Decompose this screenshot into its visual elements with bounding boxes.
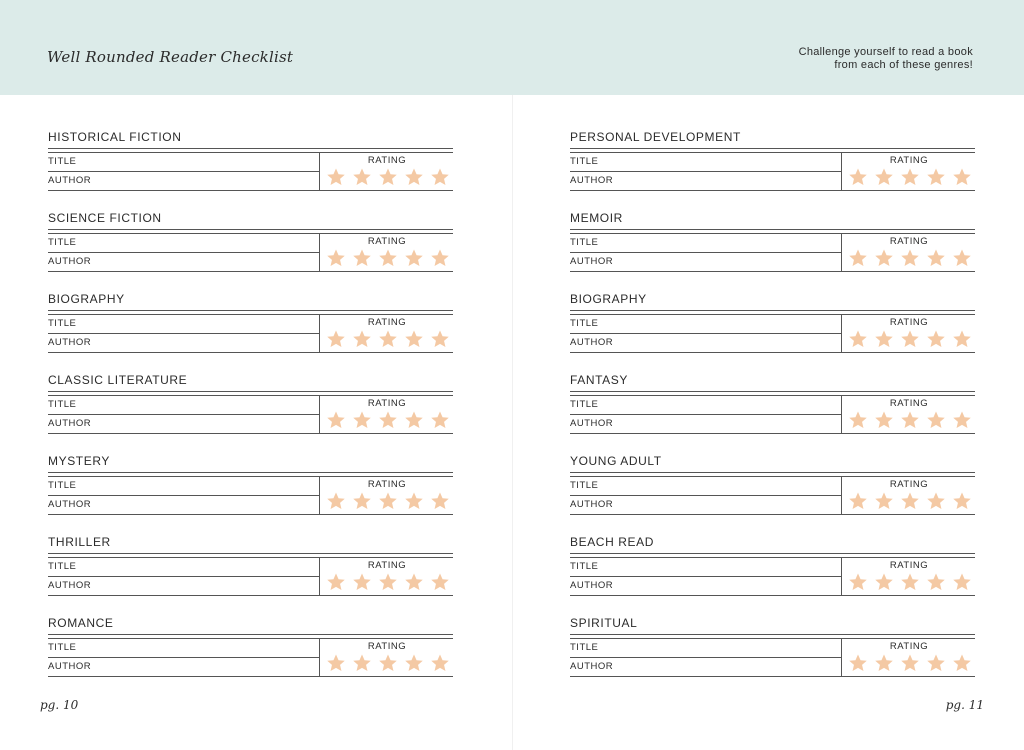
genre-name: FANTASY — [570, 373, 628, 387]
book-entry — [570, 315, 975, 353]
star-icon[interactable] — [326, 329, 346, 349]
star-rating[interactable] — [326, 329, 450, 351]
book-entry — [570, 639, 975, 677]
star-icon[interactable] — [430, 410, 450, 430]
rating-label: RATING — [367, 560, 407, 571]
book-entry — [48, 477, 453, 515]
rating-box — [319, 234, 454, 271]
title-field[interactable]: TITLE — [48, 639, 319, 658]
genre-name: YOUNG ADULT — [570, 454, 662, 468]
genre-name: CLASSIC LITERATURE — [48, 373, 188, 387]
book-fields — [570, 639, 841, 676]
star-rating[interactable] — [326, 248, 450, 270]
star-rating[interactable] — [326, 167, 450, 189]
author-field[interactable]: AUTHOR — [570, 499, 614, 510]
star-icon[interactable] — [430, 329, 450, 349]
star-icon[interactable] — [430, 167, 450, 187]
author-field[interactable]: AUTHOR — [570, 337, 614, 348]
author-field[interactable]: AUTHOR — [570, 418, 614, 429]
star-icon[interactable] — [326, 653, 346, 673]
star-icon[interactable] — [404, 653, 424, 673]
book-entry — [570, 558, 975, 596]
star-rating[interactable] — [326, 491, 450, 513]
star-icon[interactable] — [404, 491, 424, 511]
star-icon[interactable] — [900, 653, 920, 673]
star-icon[interactable] — [352, 491, 372, 511]
rating-label: RATING — [367, 479, 407, 490]
tagline-line-2: from each of these genres! — [834, 59, 973, 71]
title-field[interactable]: TITLE — [48, 153, 319, 172]
star-icon[interactable] — [352, 248, 372, 268]
star-icon[interactable] — [848, 653, 868, 673]
author-field[interactable]: AUTHOR — [48, 418, 92, 429]
rating-label: RATING — [367, 236, 407, 247]
star-rating[interactable] — [848, 410, 972, 432]
star-icon[interactable] — [952, 653, 972, 673]
star-icon[interactable] — [874, 653, 894, 673]
star-icon[interactable] — [404, 329, 424, 349]
genre-block — [570, 292, 975, 373]
author-field[interactable]: AUTHOR — [48, 337, 92, 348]
book-fields — [48, 315, 319, 352]
star-icon[interactable] — [926, 248, 946, 268]
star-icon[interactable] — [378, 653, 398, 673]
page-header — [0, 0, 1024, 95]
star-icon[interactable] — [874, 248, 894, 268]
author-field[interactable]: AUTHOR — [570, 175, 614, 186]
book-fields — [48, 396, 319, 433]
rating-box — [841, 639, 976, 676]
title-field[interactable]: TITLE — [48, 234, 319, 253]
genre-name: MYSTERY — [48, 454, 110, 468]
rating-box — [319, 315, 454, 352]
star-icon[interactable] — [926, 167, 946, 187]
title-field[interactable]: TITLE — [570, 315, 841, 334]
title-field[interactable]: TITLE — [570, 558, 841, 577]
title-field[interactable]: TITLE — [570, 153, 841, 172]
star-icon[interactable] — [404, 248, 424, 268]
book-fields — [570, 477, 841, 514]
book-entry — [48, 315, 453, 353]
star-icon[interactable] — [900, 491, 920, 511]
star-icon[interactable] — [378, 572, 398, 592]
star-rating[interactable] — [848, 329, 972, 351]
star-icon[interactable] — [874, 329, 894, 349]
star-icon[interactable] — [326, 572, 346, 592]
star-icon[interactable] — [900, 572, 920, 592]
genre-name: SPIRITUAL — [570, 616, 638, 630]
genre-name: THRILLER — [48, 535, 111, 549]
genre-block — [570, 454, 975, 535]
star-icon[interactable] — [430, 491, 450, 511]
author-field[interactable]: AUTHOR — [48, 256, 92, 267]
genre-name: BEACH READ — [570, 535, 655, 549]
genre-name: HISTORICAL FICTION — [48, 130, 182, 144]
star-icon[interactable] — [352, 653, 372, 673]
checklist-title: Well Rounded Reader Checklist — [47, 48, 294, 66]
genre-name: BIOGRAPHY — [48, 292, 125, 306]
rating-label: RATING — [889, 479, 929, 490]
star-rating[interactable] — [326, 572, 450, 594]
rating-box — [319, 153, 454, 190]
star-icon[interactable] — [326, 410, 346, 430]
genre-block — [570, 616, 975, 697]
book-fields — [48, 153, 319, 190]
book-entry — [570, 234, 975, 272]
title-field[interactable]: TITLE — [48, 477, 319, 496]
book-entry — [48, 639, 453, 677]
rating-box — [319, 558, 454, 595]
rating-label: RATING — [367, 398, 407, 409]
left-page-genres — [48, 130, 453, 697]
star-icon[interactable] — [874, 572, 894, 592]
genre-block — [48, 535, 453, 616]
rating-label: RATING — [889, 398, 929, 409]
genre-name: PERSONAL DEVELOPMENT — [570, 130, 741, 144]
book-entry — [48, 234, 453, 272]
star-icon[interactable] — [926, 410, 946, 430]
author-field[interactable]: AUTHOR — [570, 256, 614, 267]
star-icon[interactable] — [926, 653, 946, 673]
genre-block — [570, 535, 975, 616]
rating-label: RATING — [889, 236, 929, 247]
star-icon[interactable] — [874, 410, 894, 430]
star-icon[interactable] — [430, 572, 450, 592]
star-icon[interactable] — [900, 410, 920, 430]
right-page-genres — [570, 130, 975, 697]
genre-block — [48, 130, 453, 211]
book-entry — [570, 477, 975, 515]
star-icon[interactable] — [952, 329, 972, 349]
star-rating[interactable] — [848, 572, 972, 594]
book-fields — [570, 153, 841, 190]
rating-label: RATING — [889, 641, 929, 652]
author-field[interactable]: AUTHOR — [570, 580, 614, 591]
author-field[interactable]: AUTHOR — [570, 661, 614, 672]
star-icon[interactable] — [952, 167, 972, 187]
book-fields — [570, 396, 841, 433]
book-entry — [48, 558, 453, 596]
book-fields — [570, 558, 841, 595]
star-icon[interactable] — [848, 572, 868, 592]
rating-box — [841, 477, 976, 514]
rating-label: RATING — [889, 560, 929, 571]
rating-box — [319, 396, 454, 433]
author-field[interactable]: AUTHOR — [48, 175, 92, 186]
genre-name: BIOGRAPHY — [570, 292, 647, 306]
star-icon[interactable] — [404, 167, 424, 187]
star-rating[interactable] — [326, 410, 450, 432]
star-icon[interactable] — [430, 248, 450, 268]
page-number-left: pg. 10 — [40, 698, 79, 712]
star-icon[interactable] — [952, 248, 972, 268]
genre-block — [48, 616, 453, 697]
star-icon[interactable] — [378, 248, 398, 268]
star-icon[interactable] — [848, 410, 868, 430]
page-gutter — [512, 95, 513, 750]
star-icon[interactable] — [326, 491, 346, 511]
genre-name: SCIENCE FICTION — [48, 211, 162, 225]
genre-block — [48, 211, 453, 292]
star-icon[interactable] — [848, 329, 868, 349]
star-icon[interactable] — [848, 167, 868, 187]
rating-label: RATING — [367, 317, 407, 328]
star-icon[interactable] — [926, 329, 946, 349]
header-tagline — [799, 46, 973, 72]
star-icon[interactable] — [352, 410, 372, 430]
star-rating[interactable] — [848, 653, 972, 675]
star-icon[interactable] — [404, 410, 424, 430]
star-rating[interactable] — [326, 653, 450, 675]
title-field[interactable]: TITLE — [570, 477, 841, 496]
star-icon[interactable] — [900, 329, 920, 349]
genre-block — [48, 292, 453, 373]
book-fields — [48, 639, 319, 676]
genre-block — [570, 130, 975, 211]
rating-box — [841, 153, 976, 190]
star-rating[interactable] — [848, 248, 972, 270]
rating-label: RATING — [367, 155, 407, 166]
star-rating[interactable] — [848, 491, 972, 513]
star-icon[interactable] — [952, 410, 972, 430]
title-field[interactable]: TITLE — [570, 234, 841, 253]
title-field[interactable]: TITLE — [570, 396, 841, 415]
title-field[interactable]: TITLE — [48, 558, 319, 577]
star-icon[interactable] — [874, 491, 894, 511]
star-icon[interactable] — [926, 572, 946, 592]
rating-box — [841, 558, 976, 595]
author-field[interactable]: AUTHOR — [48, 661, 92, 672]
star-icon[interactable] — [404, 572, 424, 592]
star-icon[interactable] — [848, 491, 868, 511]
star-icon[interactable] — [326, 167, 346, 187]
star-icon[interactable] — [326, 248, 346, 268]
genre-name: MEMOIR — [570, 211, 623, 225]
genre-block — [48, 373, 453, 454]
genre-name: ROMANCE — [48, 616, 114, 630]
genre-block — [48, 454, 453, 535]
star-icon[interactable] — [848, 248, 868, 268]
star-icon[interactable] — [430, 653, 450, 673]
star-icon[interactable] — [926, 491, 946, 511]
star-icon[interactable] — [378, 329, 398, 349]
book-entry — [48, 153, 453, 191]
star-icon[interactable] — [900, 248, 920, 268]
book-fields — [570, 315, 841, 352]
author-field[interactable]: AUTHOR — [48, 580, 92, 591]
book-fields — [48, 558, 319, 595]
book-entry — [570, 153, 975, 191]
genre-block — [570, 373, 975, 454]
genre-block — [570, 211, 975, 292]
book-entry — [570, 396, 975, 434]
star-icon[interactable] — [352, 329, 372, 349]
title-field[interactable]: TITLE — [570, 639, 841, 658]
star-icon[interactable] — [352, 167, 372, 187]
star-icon[interactable] — [378, 410, 398, 430]
book-fields — [48, 234, 319, 271]
title-field[interactable]: TITLE — [48, 396, 319, 415]
rating-label: RATING — [889, 317, 929, 328]
author-field[interactable]: AUTHOR — [48, 499, 92, 510]
star-icon[interactable] — [352, 572, 372, 592]
rating-box — [319, 477, 454, 514]
book-fields — [570, 234, 841, 271]
title-field[interactable]: TITLE — [48, 315, 319, 334]
star-icon[interactable] — [900, 167, 920, 187]
star-icon[interactable] — [952, 572, 972, 592]
rating-box — [841, 315, 976, 352]
tagline-line-1: Challenge yourself to read a book — [798, 46, 973, 58]
rating-label: RATING — [889, 155, 929, 166]
star-icon[interactable] — [378, 491, 398, 511]
rating-box — [841, 234, 976, 271]
rating-box — [841, 396, 976, 433]
book-fields — [48, 477, 319, 514]
page-number-right: pg. 11 — [945, 698, 984, 712]
rating-label: RATING — [367, 641, 407, 652]
star-icon[interactable] — [952, 491, 972, 511]
book-entry — [48, 396, 453, 434]
star-icon[interactable] — [874, 167, 894, 187]
star-rating[interactable] — [848, 167, 972, 189]
rating-box — [319, 639, 454, 676]
star-icon[interactable] — [378, 167, 398, 187]
